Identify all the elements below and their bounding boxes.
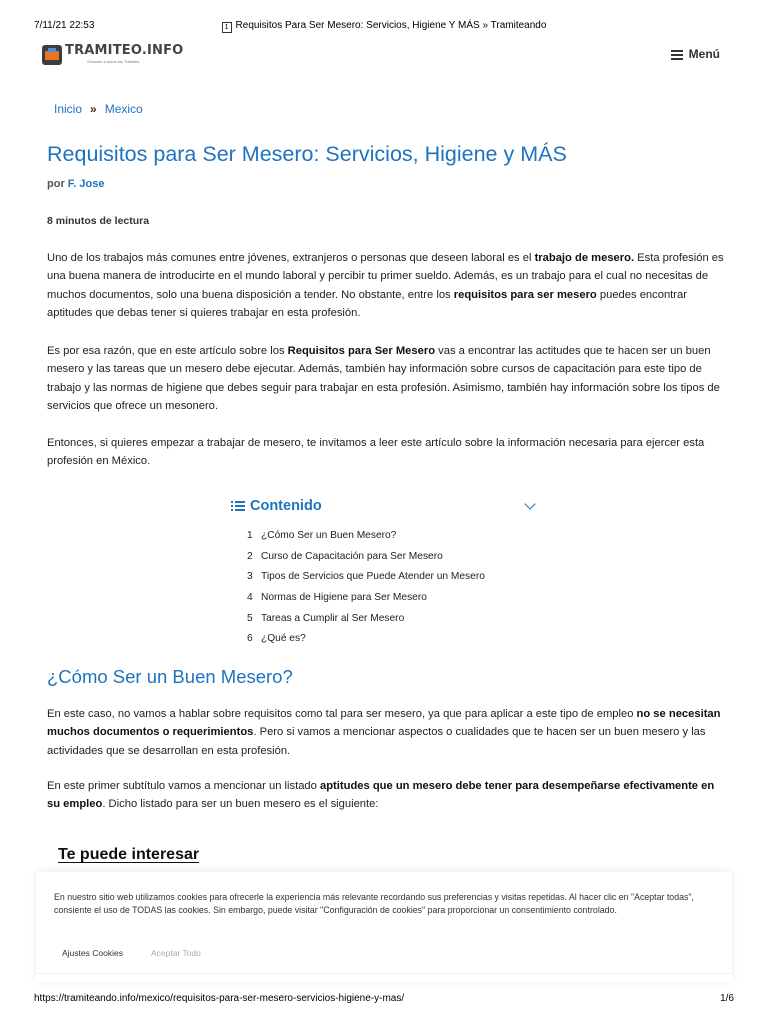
logo-text: [65, 42, 183, 64]
menu-button[interactable]: [671, 47, 720, 61]
document-icon: 1: [222, 22, 232, 33]
accept-all-button[interactable]: Aceptar Todo: [150, 948, 201, 958]
page-title: Requisitos para Ser Mesero: Servicios, Higiene y MÁS: [47, 142, 567, 166]
print-header: [34, 20, 734, 34]
toc-item-number: 1: [247, 530, 253, 541]
bold-text: requisitos para ser mesero: [453, 288, 597, 301]
section-paragraph-2: En este primer subtítulo vamos a mencionar un listado aptitudes que un mesero debe tener para desempeñarse efectivamente en su empleo. Dicho listado para ser un buen mesero es el siguiente:: [47, 780, 715, 811]
toc-item[interactable]: [247, 571, 485, 592]
breadcrumb: [54, 102, 143, 116]
toc-item-link[interactable]: Normas de Higiene para Ser Mesero: [261, 592, 427, 604]
menu-label: Menú: [688, 47, 720, 61]
print-document-title: [34, 20, 734, 33]
toc-item-number: 5: [247, 612, 253, 624]
cookie-banner: [36, 872, 732, 982]
author-link[interactable]: F. Jose: [67, 178, 105, 190]
logo-tagline: Solución a todos los Trámites: [87, 59, 140, 64]
byline-prefix: por: [47, 178, 65, 190]
cookie-text: En nuestro sitio web utilizamos cookies para ofrecerle la experiencia más relevante recordando sus preferencias y visitas repetidas. Al hacer clic en "Aceptar todas", consiente el uso de TODAS las cookies. Sin embargo, puede visitar "Configuración de cookies" para proporcionar un consentimiento controlado.: [54, 892, 694, 915]
toc-item-number: 2: [247, 550, 253, 562]
section-heading: ¿Cómo Ser un Buen Mesero?: [47, 666, 293, 687]
toc-item-link[interactable]: ¿Qué es?: [261, 633, 306, 645]
toc-item-number: 4: [247, 592, 253, 604]
toc-item[interactable]: [247, 613, 485, 634]
toc-list: [247, 530, 485, 654]
toc-item-link[interactable]: Curso de Capacitación para Ser Mesero: [261, 550, 443, 562]
print-title-text: Requisitos Para Ser Mesero: Servicios, Higiene Y MÁS » Tramiteando: [235, 20, 547, 31]
bold-text: aptitudes que un mesero debe tener para desempeñarse efectivamente en su empleo: [47, 780, 715, 811]
toc-item[interactable]: [247, 551, 485, 572]
byline: [47, 178, 104, 190]
cookie-actions: [62, 948, 229, 958]
related-heading: Te puede interesar: [58, 846, 200, 863]
toc-header[interactable]: [230, 496, 540, 520]
hamburger-icon: [671, 49, 683, 59]
intro-paragraph-1: Uno de los trabajos más comunes entre jóvenes, extranjeros o personas que deseen laboral es el trabajo de mesero. Esta profesión es una buena manera de introducirte en el mundo laboral y percibir tu primer sueldo. Además, es un trabajo para el cual no necesitas de muchos documentos, solo una buena disposición a tender. No obstante, entre los requisitos para ser mesero puedes encontrar aptitudes que debas tener si quieres trabajar en esta profesión.: [47, 252, 724, 319]
print-datetime: 7/11/21 22:53: [34, 20, 95, 31]
toc-title: Contenido: [250, 498, 322, 514]
toc-item-link[interactable]: Tipos de Servicios que Puede Atender un Mesero: [261, 571, 485, 583]
bold-text: trabajo de mesero.: [534, 252, 635, 264]
cookie-settings-button[interactable]: Ajustes Cookies: [62, 948, 123, 958]
section-paragraph-1: En este caso, no vamos a hablar sobre requisitos como tal para ser mesero, ya que para aplicar a este tipo de empleo no se necesitan muchos documentos o requerimientos. Pero si vamos a mencionar aspectos o cualidades que te hacen ser un buen mesero y las actividades que se desarrollan en esta profesión.: [47, 708, 721, 757]
site-logo[interactable]: [42, 42, 183, 65]
toc-item-link[interactable]: ¿Cómo Ser un Buen Mesero?: [261, 530, 397, 541]
bold-text: Requisitos para Ser Mesero: [287, 345, 436, 357]
reading-time: 8 minutos de lectura: [47, 215, 150, 227]
logo-icon: [42, 45, 62, 65]
toc-item[interactable]: [247, 530, 485, 551]
breadcrumb-separator: »: [90, 102, 97, 116]
toc-item-number: 3: [247, 571, 253, 583]
table-of-contents: [230, 496, 540, 645]
toc-item[interactable]: [247, 592, 485, 613]
breadcrumb-item-inicio[interactable]: Inicio: [54, 102, 83, 116]
list-icon: [231, 500, 245, 513]
toc-item-link[interactable]: Tareas a Cumplir al Ser Mesero: [261, 612, 405, 624]
print-page-number: 1/6: [720, 993, 734, 1004]
toc-item-number: 6: [247, 633, 253, 645]
bold-text: no se necesitan muchos documentos o requerimientos: [47, 708, 721, 739]
intro-paragraph-2: Es por esa razón, que en este artículo sobre los Requisitos para Ser Mesero vas a encontrar las actitudes que te hacen ser un buen mesero y las tareas que un mesero debe ejecutar. Además, también hay información sobre cursos de capacitación para este tipo de trabajo y las normas de higiene que debes seguir para trabajar en esta profesión. Asimismo, también hay información sobre los tipos de servicios que ofrece un mesonero.: [47, 345, 720, 412]
site-header: [42, 42, 720, 72]
logo-name: TRAMITEO.INFO: [65, 43, 184, 58]
print-url: https://tramiteando.info/mexico/requisitos-para-ser-mesero-servicios-higiene-y-mas/: [34, 993, 405, 1004]
chevron-down-icon[interactable]: [524, 498, 535, 509]
toc-item[interactable]: [247, 633, 485, 654]
divider: [36, 973, 732, 974]
breadcrumb-item-mexico[interactable]: Mexico: [104, 102, 143, 116]
intro-paragraph-3: Entonces, si quieres empezar a trabajar de mesero, te invitamos a leer este artículo sobre la información necesaria para ejercer esta profesión en México.: [47, 437, 705, 468]
